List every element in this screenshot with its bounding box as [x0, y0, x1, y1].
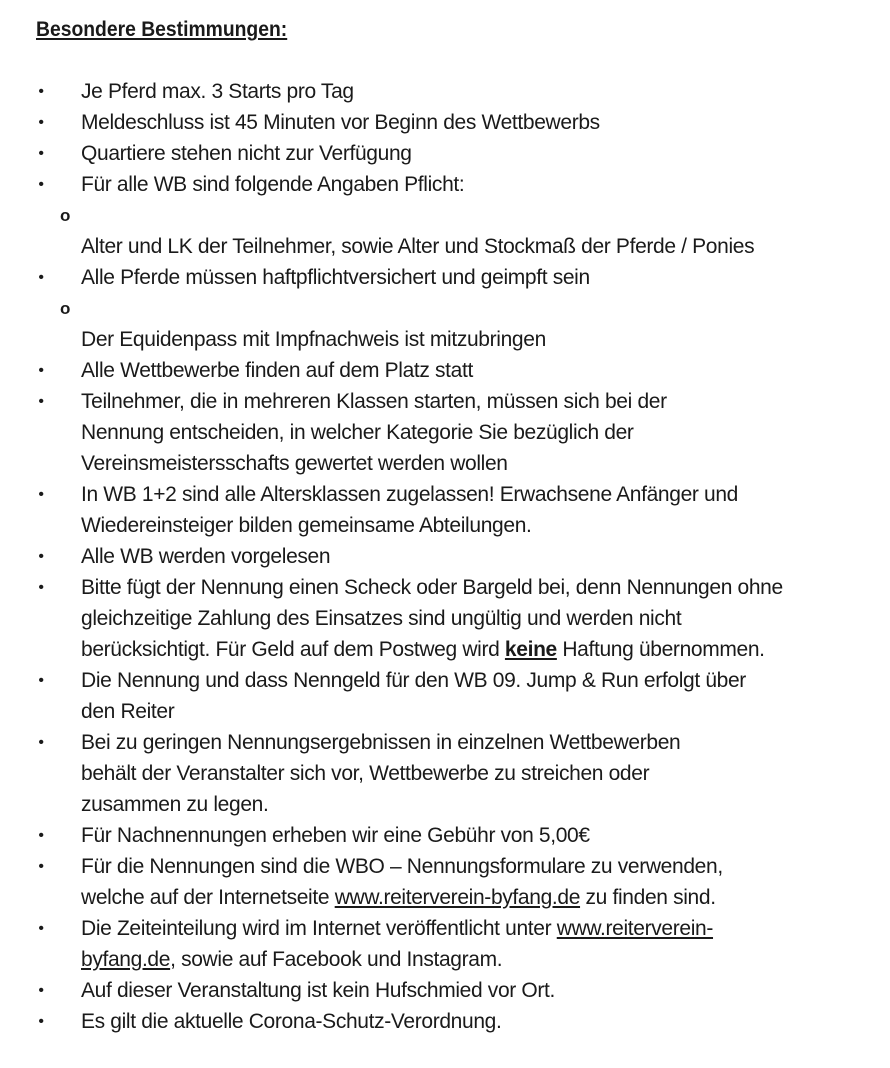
list-item-text — [81, 138, 856, 169]
list-item-text — [81, 1006, 856, 1037]
section-heading: Besondere Bestimmungen: — [36, 18, 288, 41]
list-item-text — [81, 820, 856, 851]
bullet-icon: • — [38, 114, 44, 131]
text-line: Wiedereinsteiger bilden gemeinsame Abteilungen. — [81, 514, 532, 537]
text-line: den Reiter — [81, 700, 175, 723]
list-item-text — [81, 572, 856, 665]
website-link[interactable]: www.reiterverein-byfang.de — [334, 886, 581, 909]
text-line: Alle WB werden vorgelesen — [81, 545, 331, 568]
list-item — [36, 262, 856, 293]
text-line: Bitte fügt der Nennung einen Scheck oder Bargeld bei, denn Nennungen ohne — [81, 576, 783, 599]
text-line: Alle Wettbewerbe finden auf dem Platz statt — [81, 359, 473, 382]
list-item — [36, 913, 856, 975]
text-line: Bei zu geringen Nennungsergebnissen in einzelnen Wettbewerben — [81, 731, 681, 754]
sub-list-item — [36, 200, 856, 262]
bullet-icon: • — [38, 176, 44, 193]
list-item — [36, 169, 856, 200]
website-link[interactable]: byfang.de — [81, 948, 171, 971]
list-item — [36, 107, 856, 138]
list-item — [36, 386, 856, 479]
list-item — [36, 727, 856, 820]
bullet-icon: • — [38, 827, 44, 844]
text-line — [81, 634, 856, 665]
text-line: Alle Pferde müssen haftpflichtversichert und geimpft sein — [81, 266, 590, 289]
text-line: In WB 1+2 sind alle Altersklassen zugelassen! Erwachsene Anfänger und — [81, 483, 739, 506]
list-item — [36, 138, 856, 169]
list-item — [36, 541, 856, 572]
list-item-text — [81, 541, 856, 572]
circle-bullet-icon: o — [59, 299, 71, 318]
list-item-text — [81, 727, 856, 820]
list-item-text — [81, 169, 856, 200]
list-item-text — [81, 324, 856, 355]
bullet-icon: • — [38, 982, 44, 999]
emphasis-keine: keine — [504, 638, 557, 661]
list-item-text — [81, 913, 856, 975]
text-fragment: zu finden sind. — [580, 886, 716, 909]
document-page — [36, 16, 856, 1037]
list-item — [36, 975, 856, 1006]
bullet-icon: • — [38, 269, 44, 286]
text-fragment: welche auf der Internetseite — [81, 886, 335, 909]
sub-list-item — [36, 293, 856, 355]
text-line: behält der Veranstalter sich vor, Wettbewerbe zu streichen oder — [81, 762, 650, 785]
website-link[interactable]: www.reiterverein- — [556, 917, 714, 940]
list-item — [36, 355, 856, 386]
text-fragment: Die Zeiteinteilung wird im Internet veröffentlicht unter — [81, 917, 557, 940]
text-line: Je Pferd max. 3 Starts pro Tag — [81, 80, 354, 103]
text-line: Der Equidenpass mit Impfnachweis ist mitzubringen — [81, 328, 546, 351]
list-item-text — [81, 665, 856, 727]
list-item-text — [81, 107, 856, 138]
bullet-icon: • — [38, 486, 44, 503]
bullet-icon: • — [38, 1013, 44, 1030]
list-item — [36, 665, 856, 727]
bullet-icon: • — [38, 548, 44, 565]
list-item — [36, 820, 856, 851]
circle-bullet-icon: o — [59, 206, 71, 225]
text-fragment: , sowie auf Facebook und Instagram. — [170, 948, 503, 971]
list-item-text — [81, 975, 856, 1006]
list-item-text — [81, 231, 856, 262]
list-item — [36, 479, 856, 541]
rules-list — [36, 76, 856, 1037]
list-item-text — [81, 355, 856, 386]
text-line: Für die Nennungen sind die WBO – Nennungsformulare zu verwenden, — [81, 855, 723, 878]
list-item — [36, 851, 856, 913]
bullet-icon: • — [38, 672, 44, 689]
bullet-icon: • — [38, 83, 44, 100]
text-line: Für alle WB sind folgende Angaben Pflicht: — [81, 173, 465, 196]
list-item-text — [81, 386, 856, 479]
text-line — [81, 913, 856, 944]
bullet-icon: • — [38, 920, 44, 937]
list-item — [36, 76, 856, 107]
text-line: Meldeschluss ist 45 Minuten vor Beginn des Wettbewerbs — [81, 111, 600, 134]
text-line: Die Nennung und dass Nenngeld für den WB 09. Jump & Run erfolgt über — [81, 669, 746, 692]
text-line — [81, 882, 856, 913]
text-line: gleichzeitige Zahlung des Einsatzes sind ungültig und werden nicht — [81, 607, 682, 630]
bullet-icon: • — [38, 393, 44, 410]
list-item-text — [81, 262, 856, 293]
list-item-text — [81, 76, 856, 107]
list-item-text — [81, 479, 856, 541]
bullet-icon: • — [38, 145, 44, 162]
list-item — [36, 572, 856, 665]
text-line: Quartiere stehen nicht zur Verfügung — [81, 142, 412, 165]
bullet-icon: • — [38, 362, 44, 379]
bullet-icon: • — [38, 858, 44, 875]
text-line: Vereinsmeistersschafts gewertet werden wollen — [81, 452, 508, 475]
text-line: Alter und LK der Teilnehmer, sowie Alter und Stockmaß der Pferde / Ponies — [81, 235, 755, 258]
list-item — [36, 1006, 856, 1037]
text-line: Für Nachnennungen erheben wir eine Gebühr von 5,00€ — [81, 824, 590, 847]
text-fragment: Haftung übernommen. — [556, 638, 765, 661]
text-line: Nennung entscheiden, in welcher Kategorie Sie bezüglich der — [81, 421, 634, 444]
text-line: Auf dieser Veranstaltung ist kein Hufschmied vor Ort. — [81, 979, 556, 1002]
text-fragment: berücksichtigt. Für Geld auf dem Postweg wird — [81, 638, 505, 661]
bullet-icon: • — [38, 579, 44, 596]
text-line: Teilnehmer, die in mehreren Klassen starten, müssen sich bei der — [81, 390, 667, 413]
text-line: zusammen zu legen. — [81, 793, 269, 816]
text-line: Es gilt die aktuelle Corona-Schutz-Verordnung. — [81, 1010, 502, 1033]
list-item-text — [81, 851, 856, 913]
text-line — [81, 944, 856, 975]
bullet-icon: • — [38, 734, 44, 751]
